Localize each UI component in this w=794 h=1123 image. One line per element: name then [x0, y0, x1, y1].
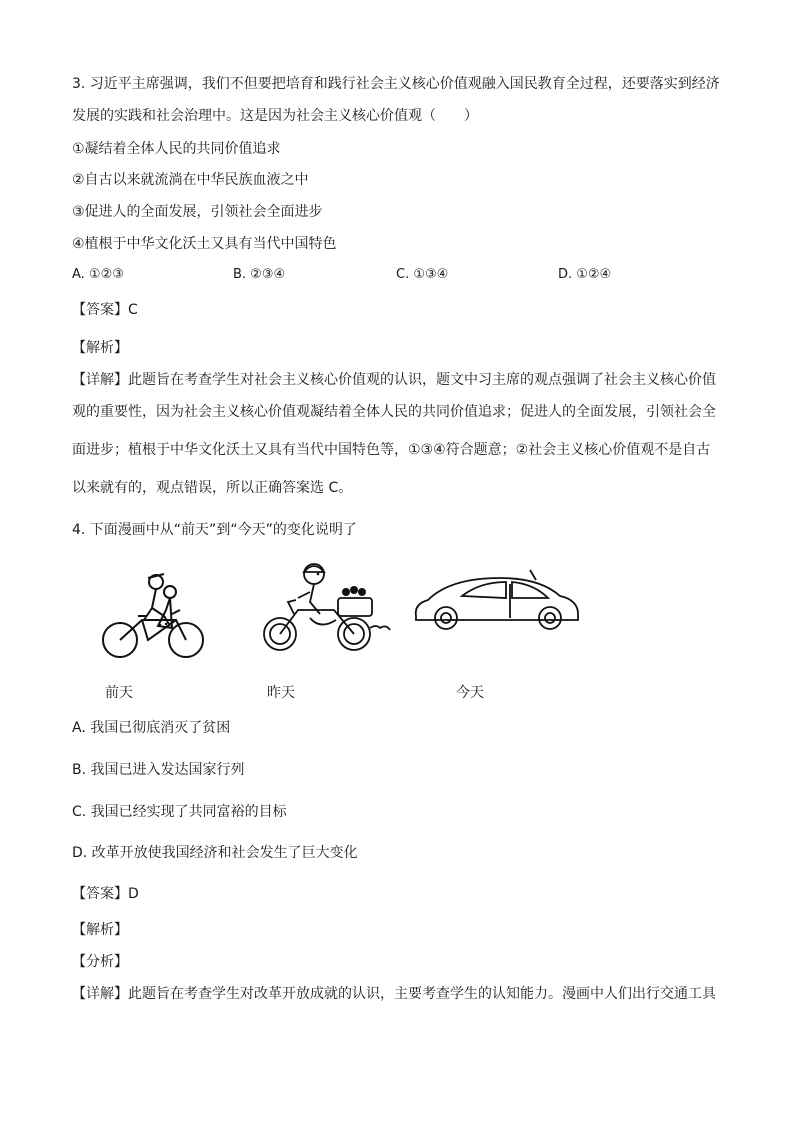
q4-option-a: A. 我国已彻底消灭了贫困: [72, 720, 231, 736]
bicycle-cartoon: [98, 570, 208, 662]
caption-yesterday: 昨天: [267, 685, 295, 701]
q4-option-d: D. 改革开放使我国经济和社会发生了巨大变化: [72, 845, 358, 861]
q4-option-b: B. 我国已进入发达国家行列: [72, 762, 245, 778]
q3-answer: 【答案】C: [72, 302, 138, 318]
q3-item-3: ③促进人的全面发展，引领社会全面进步: [72, 204, 323, 220]
q4-analysis-label: 【解析】: [72, 922, 128, 938]
q3-stem-line1: 3. 习近平主席强调，我们不但要把培育和践行社会主义核心价值观融入国民教育全过程，还要落实到经济: [72, 76, 720, 92]
q3-stem-line2: 发展的实践和社会治理中。这是因为社会主义核心价值观（ ）: [72, 108, 478, 124]
caption-day-before-yesterday: 前天: [105, 685, 133, 701]
q3-detail-line3: 面进步；植根于中华文化沃土又具有当代中国特色等，①③④符合题意；②社会主义核心价值观不是自古: [72, 442, 711, 458]
q3-item-1: ①凝结着全体人民的共同价值追求: [72, 141, 281, 157]
q4-stem: 4. 下面漫画中从“前天”到“今天”的变化说明了: [72, 522, 357, 538]
q4-fenxi-label: 【分析】: [72, 954, 128, 970]
q3-option-c: C. ①③④: [396, 267, 449, 282]
q3-detail-line1: 【详解】此题旨在考查学生对社会主义核心价值观的认识，题文中习主席的观点强调了社会主义核心价值: [72, 372, 716, 388]
q4-answer: 【答案】D: [72, 886, 139, 902]
motorcycle-cartoon: [258, 562, 398, 658]
q3-detail-line2: 观的重要性，因为社会主义核心价值观凝结着全体人民的共同价值追求；促进人的全面发展，引领社会全: [72, 404, 716, 420]
q4-option-c: C. 我国已经实现了共同富裕的目标: [72, 804, 287, 820]
q3-option-a: A. ①②③: [72, 267, 124, 282]
q3-item-2: ②自古以来就流淌在中华民族血液之中: [72, 172, 309, 188]
caption-today: 今天: [456, 685, 484, 701]
q3-item-4: ④植根于中华文化沃土又具有当代中国特色: [72, 236, 337, 252]
q3-analysis-label: 【解析】: [72, 340, 128, 356]
q3-option-d: D. ①②④: [558, 267, 612, 282]
q3-detail-line4: 以来就有的，观点错误，所以正确答案选 C。: [72, 480, 353, 496]
q3-option-b: B. ②③④: [233, 267, 286, 282]
q4-detail-line: 【详解】此题旨在考查学生对改革开放成就的认识，主要考查学生的认知能力。漫画中人们出行交通工具: [72, 986, 716, 1002]
car-cartoon: [410, 566, 586, 632]
